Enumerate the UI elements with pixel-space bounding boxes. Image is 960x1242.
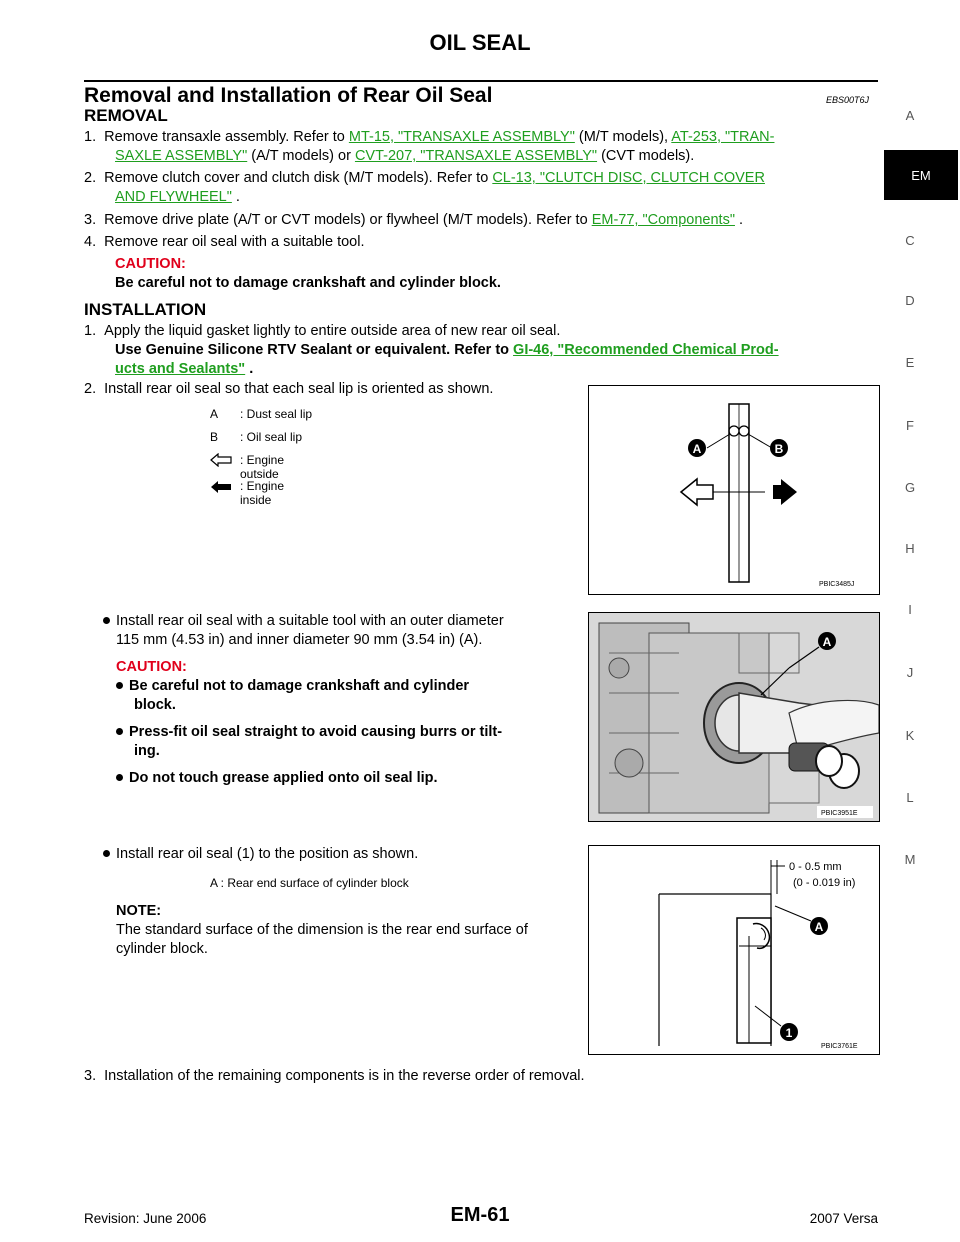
side-index-c[interactable]: C <box>905 233 915 248</box>
link-at253-cont[interactable]: SAXLE ASSEMBLY" <box>115 148 248 164</box>
fig3-dimension-mm: 0 - 0.5 mm <box>789 861 842 873</box>
side-index-g[interactable]: G <box>904 480 916 495</box>
side-index-m[interactable]: M <box>904 852 916 867</box>
link-cvt207[interactable]: CVT-207, "TRANSAXLE ASSEMBLY" <box>354 148 598 164</box>
removal-caution-label: CAUTION: <box>115 256 186 272</box>
footer-page-number: EM-61 <box>450 1204 510 1226</box>
fig1-legend: A : Dust seal lip B : Oil seal lip : Engine outside : Engine inside <box>210 407 313 507</box>
side-index-e[interactable]: E <box>905 355 915 370</box>
outline-arrow-icon <box>210 453 232 467</box>
section-code: EBS00T6J <box>826 95 870 105</box>
removal-step-2: 2. Remove clutch cover and clutch disk (M/T models). Refer to CL-13, "CLUTCH DISC, CLUTCH COVER AND FLYWHEEL" . <box>84 170 765 205</box>
figure-seal-lip-orientation <box>588 385 880 595</box>
link-cl13[interactable]: CL-13, "CLUTCH DISC, CLUTCH COVER <box>492 170 765 186</box>
section-title: Removal and Installation of Rear Oil Seal <box>84 84 493 107</box>
removal-heading: REMOVAL <box>84 106 168 125</box>
fig1-code: PBIC3485J <box>819 581 855 588</box>
side-index-l[interactable]: L <box>906 790 914 805</box>
installation-step-3: 3. Installation of the remaining components is in the reverse order of removal. <box>84 1068 585 1084</box>
link-gi46-cont[interactable]: ucts and Sealants" <box>115 361 246 377</box>
removal-step-4: 4. Remove rear oil seal with a suitable tool. CAUTION: Be careful not to damage crankshaft and cylinder block. <box>84 233 884 293</box>
side-index-k[interactable]: K <box>905 728 915 743</box>
figure-seal-install-photo <box>588 612 880 822</box>
installation-bullet-2: Install rear oil seal (1) to the position as shown. <box>103 845 581 864</box>
fig3-code: PBIC3761E <box>821 1043 858 1050</box>
note-label: NOTE: <box>116 903 162 919</box>
removal-step-1: 1. Remove transaxle assembly. Refer to MT-15, "TRANSAXLE ASSEMBLY" (M/T models), AT-253, "TRAN- SAXLE ASSEMBLY" (A/T models) or CVT-207, "TRANSAXLE ASSEMBLY" (CVT models). <box>84 129 775 164</box>
page-header-title: OIL SEAL <box>429 30 531 55</box>
install-caution-label: CAUTION: <box>116 659 187 675</box>
fig3-legend: A : Rear end surface of cylinder block <box>210 876 409 890</box>
side-index-d[interactable]: D <box>905 293 915 308</box>
side-index-em-active[interactable]: EM <box>884 150 958 200</box>
fig1-label-b: B <box>774 442 784 456</box>
seal-position-diagram <box>589 846 879 1054</box>
installation-step-1: 1. Apply the liquid gasket lightly to entire outside area of new rear oil seal. Use Genuine Silicone RTV Sealant or equivalent. Refer to GI-46, "Recommended Chemical Prod- ucts and Sealants" . <box>84 323 779 377</box>
side-index-h[interactable]: H <box>905 541 915 556</box>
installation-bullet-1: Install rear oil seal with a suitable tool with an outer diameter 115 mm (4.53 in) and inner diameter 90 mm (3.54 in) (A). CAUTION: Be careful not to damage crankshaft and cylinder block. Press-fit oil seal straight to avoid causing burrs or tilt- ing. Do not touch grease applied onto oil seal lip. <box>103 612 581 788</box>
engine-inside-arrow-icon <box>773 479 797 505</box>
installation-note: NOTE: The standard surface of the dimension is the rear end surface of cylinder block. <box>116 902 586 959</box>
bullet-icon <box>103 850 110 857</box>
footer-revision: Revision: June 2006 <box>84 1211 207 1226</box>
installation-heading: INSTALLATION <box>84 300 207 319</box>
link-mt15[interactable]: MT-15, "TRANSAXLE ASSEMBLY" <box>348 129 575 145</box>
fig2-code: PBIC3951E <box>821 810 858 817</box>
link-gi46[interactable]: GI-46, "Recommended Chemical Prod- <box>513 342 779 358</box>
header-rule <box>84 80 878 82</box>
bullet-icon <box>116 682 123 689</box>
fig1-label-a: A <box>692 442 702 456</box>
link-cl13-cont[interactable]: AND FLYWHEEL" <box>115 189 232 205</box>
removal-step-3: 3. Remove drive plate (A/T or CVT models) or flywheel (M/T models). Refer to EM-77, "Components" . <box>84 212 744 228</box>
side-index-j[interactable]: J <box>906 665 914 680</box>
side-index-i[interactable]: I <box>908 602 912 617</box>
solid-arrow-icon <box>210 480 232 494</box>
side-index-a[interactable]: A <box>905 108 915 123</box>
seal-install-photo-illustration <box>589 613 879 821</box>
side-index-f[interactable]: F <box>906 418 914 433</box>
link-at253[interactable]: AT-253, "TRAN- <box>671 129 775 145</box>
engine-outside-arrow-icon <box>681 479 713 505</box>
bullet-icon <box>116 774 123 781</box>
fig3-label-1: 1 <box>785 1026 793 1040</box>
installation-step-2: 2. Install rear oil seal so that each seal lip is oriented as shown. <box>84 381 494 397</box>
link-em77[interactable]: EM-77, "Components" <box>591 212 735 228</box>
fig3-dimension-in: (0 - 0.019 in) <box>793 877 856 889</box>
fig2-label-a: A <box>822 635 832 649</box>
bullet-icon <box>116 728 123 735</box>
removal-caution-text: Be careful not to damage crankshaft and cylinder block. <box>115 275 501 291</box>
fig3-label-a: A <box>814 920 824 934</box>
bullet-icon <box>103 617 110 624</box>
seal-lip-diagram <box>589 386 879 594</box>
footer-model: 2007 Versa <box>809 1211 878 1226</box>
figure-seal-position <box>588 845 880 1055</box>
